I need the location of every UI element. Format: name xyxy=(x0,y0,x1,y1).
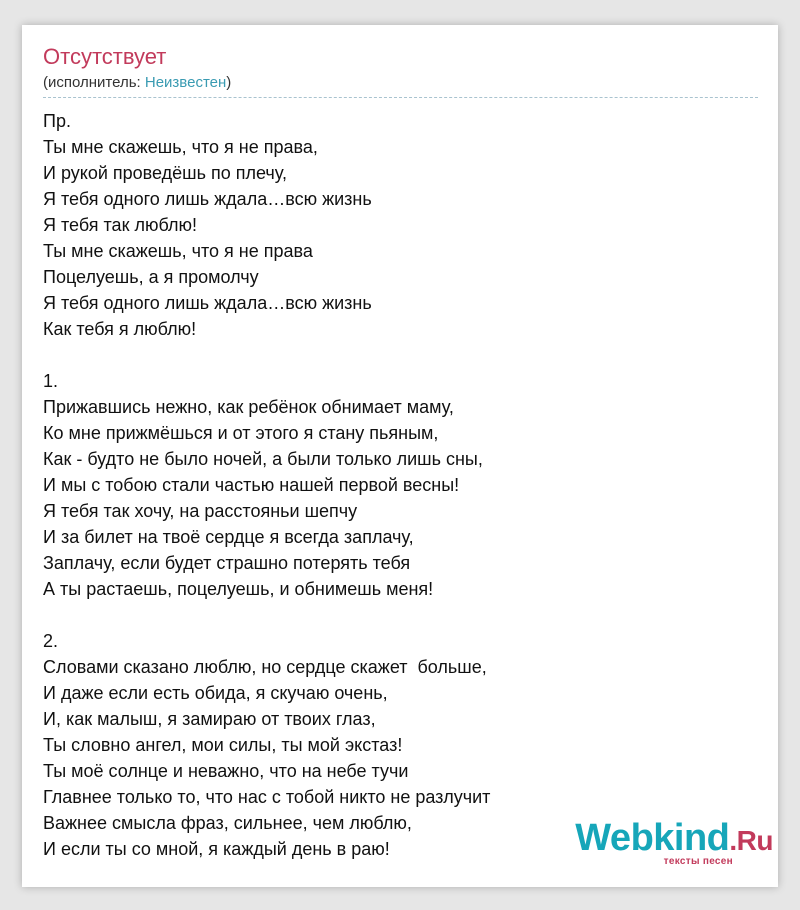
lyric-line: 2. xyxy=(43,631,59,651)
lyric-line: Ты мне скажешь, что я не права, xyxy=(43,137,318,157)
lyric-line: Я тебя одного лишь ждала…всю жизнь xyxy=(43,293,372,313)
lyric-line: Прижавшись нежно, как ребёнок обнимает маму, xyxy=(43,397,454,417)
lyric-line: Важнее смысла фраз, сильнее, чем люблю, xyxy=(43,813,412,833)
lyric-line: И рукой проведёшь по плечу, xyxy=(43,163,287,183)
lyric-line: А ты растаешь, поцелуешь, и обнимешь меня! xyxy=(43,579,434,599)
song-title: Отсутствует xyxy=(43,44,167,69)
brand-tld: .Ru xyxy=(729,825,773,856)
lyric-line: И, как малыш, я замираю от твоих глаз, xyxy=(43,709,376,729)
lyrics-card xyxy=(22,25,778,887)
brand-tagline: тексты песен xyxy=(663,856,733,867)
lyric-line: Я тебя так люблю! xyxy=(43,215,197,235)
lyric-line: Как - будто не было ночей, а были только лишь сны, xyxy=(43,449,483,469)
brand-name: Webkind xyxy=(575,817,730,859)
artist-suffix: ) xyxy=(226,74,232,91)
brand-wordmark xyxy=(575,818,773,861)
lyric-line: Ты моё солнце и неважно, что на небе тучи xyxy=(43,761,409,781)
lyric-line: Главнее только то, что нас с тобой никто не разлучит xyxy=(43,787,491,807)
lyric-line: Как тебя я люблю! xyxy=(43,319,197,339)
lyric-line: Ты словно ангел, мои силы, ты мой экстаз! xyxy=(43,735,403,755)
lyrics-body xyxy=(43,108,758,862)
lyric-line: Ко мне прижмёшься и от этого я стану пьяным, xyxy=(43,423,439,443)
lyric-line: И за билет на твоё сердце я всегда заплачу, xyxy=(43,527,414,547)
lyric-line: Поцелуешь, а я промолчу xyxy=(43,267,259,287)
lyric-line: Словами сказано люблю, но сердце скажет больше, xyxy=(43,657,487,677)
brand-logo[interactable] xyxy=(575,817,773,867)
artist-prefix: (исполнитель: xyxy=(43,74,145,91)
lyric-line: Я тебя так хочу, на расстояньи шепчу xyxy=(43,501,358,521)
stanza-gap xyxy=(43,602,758,628)
lyric-line: Заплачу, если будет страшно потерять тебя xyxy=(43,553,411,573)
artist-name-link[interactable]: Неизвестен xyxy=(144,74,227,91)
lyric-line: Я тебя одного лишь ждала…всю жизнь xyxy=(43,189,372,209)
artist-line xyxy=(43,73,758,98)
lyric-line: И если ты со мной, я каждый день в раю! xyxy=(43,839,390,859)
lyric-line: Пр. xyxy=(43,111,71,131)
lyric-line: 1. xyxy=(43,371,59,391)
lyric-line: Ты мне скажешь, что я не права xyxy=(43,241,313,261)
stanza-gap xyxy=(43,342,758,368)
lyric-line: И мы с тобою стали частью нашей первой весны! xyxy=(43,475,460,495)
lyric-line: И даже если есть обида, я скучаю очень, xyxy=(43,683,388,703)
